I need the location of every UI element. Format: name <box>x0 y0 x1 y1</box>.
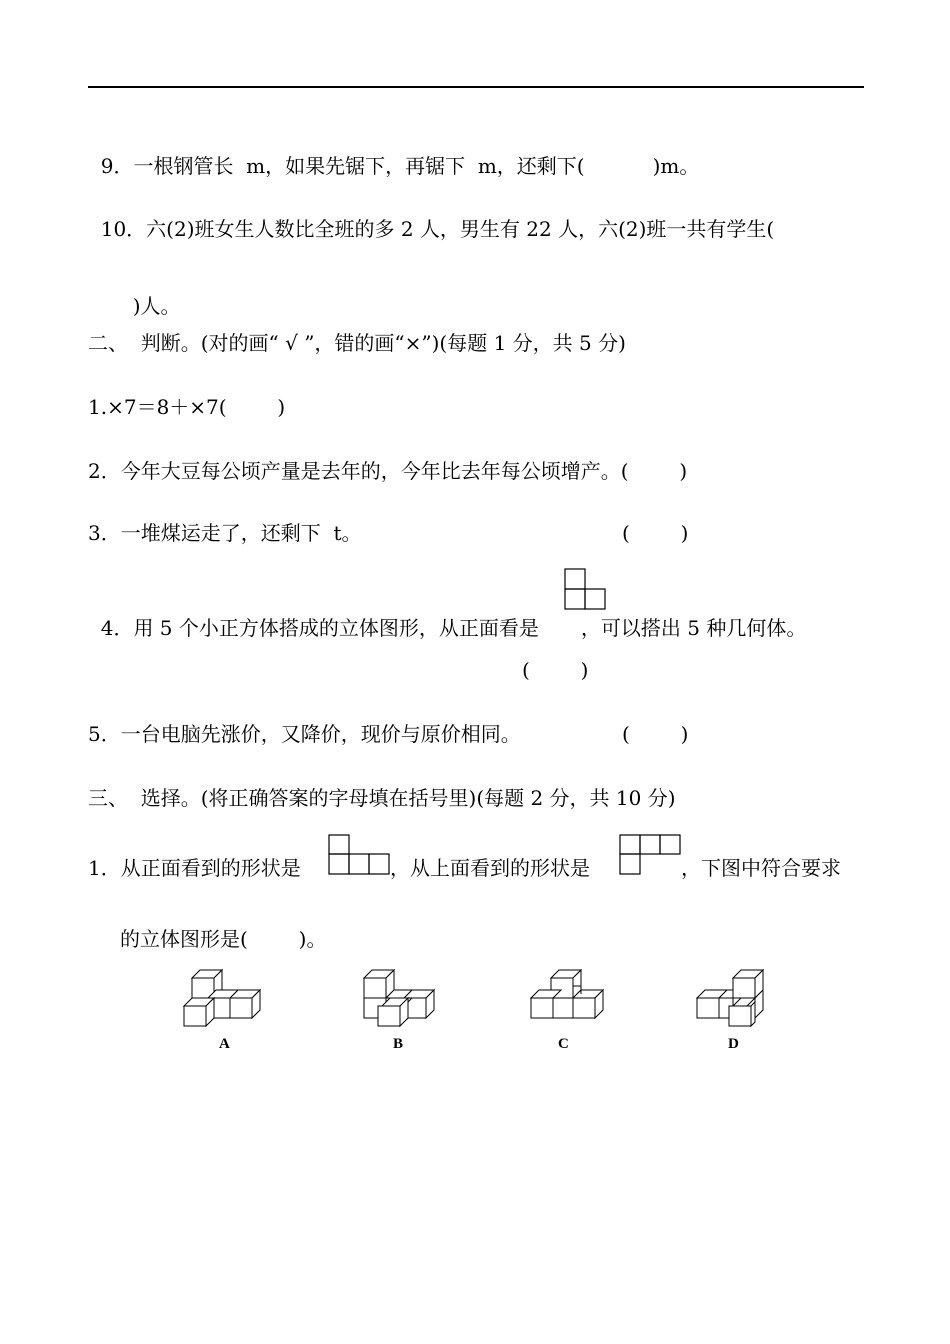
question-10 <box>88 193 774 241</box>
q9-text: 9．一根钢管长 m，如果先锯下，再锯下 m，还剩下( <box>100 154 585 178</box>
question-9 <box>88 130 699 178</box>
q10-unit: )人。 <box>132 294 181 318</box>
judge-q5: 5．一台电脑先涨价，又降价，现价与原价相同。 <box>88 722 521 746</box>
option-a-figure[interactable] <box>180 968 270 1030</box>
judge-q2: 2．今年大豆每公顷产量是去年的，今年比去年每公顷增产。( ) <box>88 459 688 483</box>
option-a-label[interactable]: A <box>219 1036 230 1052</box>
option-d-label[interactable]: D <box>728 1036 739 1052</box>
q10-text: 10．六(2)班女生人数比全班的多 2 人，男生有 22 人，六(2)班一共有学生( <box>100 217 775 241</box>
top-view-figure-choice <box>619 834 681 876</box>
judge-q4-text-b: ，可以搭出 5 种几何体。 <box>580 616 807 640</box>
judge-q3-paren[interactable]: ( ) <box>622 521 689 545</box>
judge-q4 <box>88 592 806 640</box>
section-2-heading: 二、 判断。(对的画“ √ ”，错的画“×”)(每题 1 分，共 5 分) <box>88 331 626 355</box>
choice-q1-text-c: ，下图中符合要求 <box>681 856 841 880</box>
option-d-figure[interactable] <box>693 968 783 1030</box>
question-10-cont <box>120 270 181 318</box>
section-3-heading: 三、 选择。(将正确答案的字母填在括号里)(每题 2 分，共 10 分) <box>88 786 676 810</box>
option-c-label[interactable]: C <box>558 1036 569 1052</box>
choice-q1-text-b: ，从上面看到的形状是 <box>390 856 590 880</box>
option-c-figure[interactable] <box>527 968 617 1030</box>
judge-q4-paren[interactable]: ( ) <box>522 658 589 682</box>
option-b-label[interactable]: B <box>393 1036 404 1052</box>
front-view-figure-q4 <box>564 568 608 612</box>
option-b-figure[interactable] <box>360 968 450 1030</box>
front-view-figure-choice <box>328 834 390 876</box>
judge-q5-paren[interactable]: ( ) <box>622 722 689 746</box>
judge-q4-text-a: 4．用 5 个小正方体搭成的立体图形，从正面看是 <box>100 616 539 640</box>
judge-q3: 3．一堆煤运走了，还剩下 t。 <box>88 521 362 545</box>
judge-q1: 1.×7＝8＋×7( ) <box>88 395 286 419</box>
q9-unit: )m。 <box>652 154 700 178</box>
header-rule <box>88 86 864 88</box>
choice-q1-text-d: 的立体图形是( )。 <box>120 927 327 951</box>
choice-q1-text-a: 1．从正面看到的形状是 <box>88 856 301 880</box>
